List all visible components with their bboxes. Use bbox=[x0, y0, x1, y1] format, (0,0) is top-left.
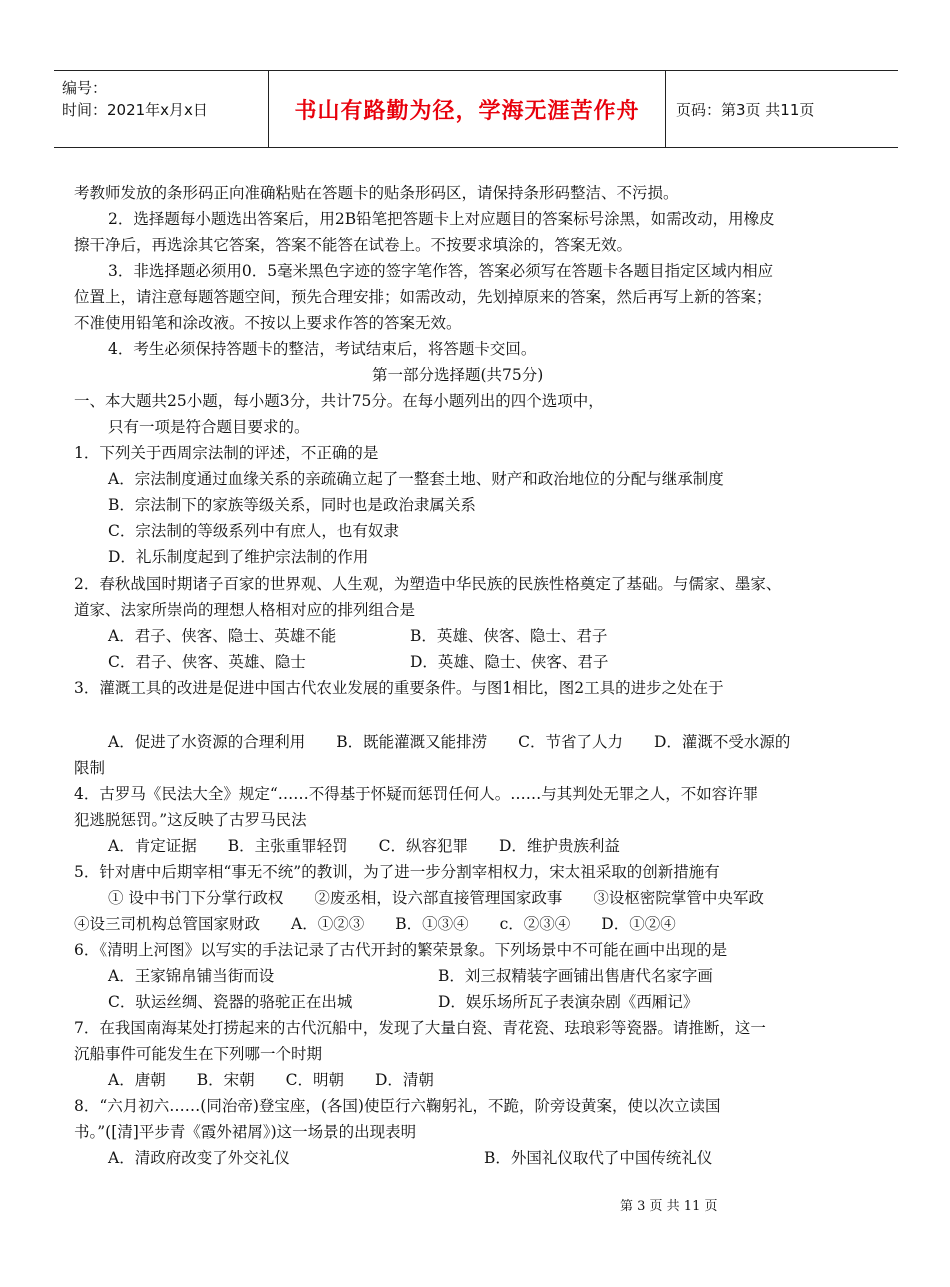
text-line: 限制 bbox=[74, 759, 106, 777]
text-line: 犯逃脱惩罚。”这反映了古罗马民法 bbox=[74, 811, 307, 829]
answer-option: A．君子、侠客、隐士、英雄不能 bbox=[108, 627, 337, 645]
question-stem: 6．《清明上河图》以写实的手法记录了古代开封的繁荣景象。下列场景中不可能在画中出现的是 bbox=[74, 941, 728, 959]
text-line: 书。”([清]平步青《霞外裙屑》)这一场景的出现表明 bbox=[74, 1123, 417, 1141]
answer-option: A．宗法制度通过血缘关系的亲疏确立起了一整套土地、财产和政治地位的分配与继承制度 bbox=[108, 470, 724, 488]
text-line: 3．非选择题必须用0．5毫米黑色字迹的签字笔作答，答案必须写在答题卡各题目指定区域内相应 bbox=[108, 262, 774, 280]
answer-options: A．唐朝 B．宋朝 C．明朝 D．清朝 bbox=[108, 1071, 434, 1089]
answer-option: D．娱乐场所瓦子表演杂剧《西厢记》 bbox=[438, 993, 699, 1011]
text-line: 一、本大题共25小题，每小题3分，共计75分。在每小题列出的四个选项中， bbox=[74, 392, 604, 410]
header-motto: 书山有路勤为径，学海无涯苦作舟 bbox=[294, 98, 640, 124]
answer-option: C．宗法制的等级系列中有庶人，也有奴隶 bbox=[108, 522, 399, 540]
answer-options: ④设三司机构总管国家财政 A．①②③ B．①③④ c．②③④ D．①②④ bbox=[74, 915, 676, 933]
answer-option: A．王家锦帛铺当街而设 bbox=[108, 967, 275, 985]
text-line: 2．选择题每小题选出答案后，用2B铅笔把答题卡上对应题目的答案标号涂黑，如需改动，用橡皮 bbox=[108, 210, 775, 228]
answer-option: C．君子、侠客、英雄、隐士 bbox=[108, 653, 306, 671]
answer-option: C．驮运丝绸、瓷器的骆驼正在出城 bbox=[108, 993, 353, 1011]
text-line: 考教师发放的条形码正向准确粘贴在答题卡的贴条形码区，请保持条形码整洁、不污损。 bbox=[74, 184, 679, 202]
text-line: 位置上，请注意每题答题空间，预先合理安排；如需改动，先划掉原来的答案，然后再写上新的答案； bbox=[74, 288, 772, 306]
question-stem: 1．下列关于西周宗法制的评述，不正确的是 bbox=[74, 444, 379, 462]
page-header bbox=[54, 70, 898, 148]
answer-option: D．英雄、隐士、侠客、君子 bbox=[410, 653, 609, 671]
text-line: ① 设中书门下分掌行政权 ②废丞相，设六部直接管理国家政事 ③设枢密院掌管中央军政 bbox=[108, 889, 764, 907]
header-page-info: 页码：第3页 共11页 bbox=[676, 100, 815, 119]
number-label: 编号： bbox=[62, 79, 108, 97]
question-stem: 2．春秋战国时期诸子百家的世界观、人生观，为塑造中华民族的民族性格奠定了基础。与儒家、墨家、 bbox=[74, 575, 782, 593]
question-stem: 4．古罗马《民法大全》规定“……不得基于怀疑而惩罚任何人。……与其判处无罪之人，不如容许罪 bbox=[74, 785, 759, 803]
question-stem: 5．针对唐中后期宰相“事无不统”的教训，为了进一步分割宰相权力，宋太祖采取的创新措施有 bbox=[74, 863, 720, 881]
answer-option: D．礼乐制度起到了维护宗法制的作用 bbox=[108, 548, 369, 566]
page-footer: 第 3 页 共 11 页 bbox=[620, 1199, 718, 1214]
answer-option: B．英雄、侠客、隐士、君子 bbox=[410, 627, 608, 645]
section-title: 第一部分选择题(共75分) bbox=[372, 366, 544, 384]
answer-option: B．宗法制下的家族等级关系，同时也是政治隶属关系 bbox=[108, 496, 476, 514]
header-meta bbox=[54, 71, 268, 147]
header-divider bbox=[665, 71, 666, 147]
answer-options: A．促进了水资源的合理利用 B．既能灌溉又能排涝 C．节省了人力 D．灌溉不受水源的 bbox=[108, 733, 791, 751]
text-line: 4．考生必须保持答题卡的整洁，考试结束后，将答题卡交回。 bbox=[108, 340, 537, 358]
question-stem: 3．灌溉工具的改进是促进中国古代农业发展的重要条件。与图1相比，图2工具的进步之处在于 bbox=[74, 679, 724, 697]
text-line: 只有一项是符合题目要求的。 bbox=[108, 418, 310, 436]
text-line: 道家、法家所崇尚的理想人格相对应的排列组合是 bbox=[74, 601, 416, 619]
question-stem: 7．在我国南海某处打捞起来的古代沉船中，发现了大量白瓷、青花瓷、珐琅彩等瓷器。请推断，这一 bbox=[74, 1019, 766, 1037]
text-line: 沉船事件可能发生在下列哪一个时期 bbox=[74, 1045, 323, 1063]
question-stem: 8．“六月初六……(同治帝)登宝座，(各国)使臣行六鞠躬礼，不跪，阶旁设黄案，使以次立读国 bbox=[74, 1097, 721, 1115]
text-line: 不准使用铅笔和涂改液。不按以上要求作答的答案无效。 bbox=[74, 314, 462, 332]
answer-option: A．清政府改变了外交礼仪 bbox=[108, 1149, 290, 1167]
text-line: 擦干净后，再选涂其它答案，答案不能答在试卷上。不按要求填涂的，答案无效。 bbox=[74, 236, 633, 254]
time-label: 时间：2021年x月x日 bbox=[62, 101, 208, 119]
answer-options: A．肯定证据 B．主张重罪轻罚 C．纵容犯罪 D．维护贵族利益 bbox=[108, 837, 620, 855]
answer-option: B．刘三叔精装字画铺出售唐代名家字画 bbox=[438, 967, 713, 985]
answer-option: B．外国礼仪取代了中国传统礼仪 bbox=[484, 1149, 713, 1167]
